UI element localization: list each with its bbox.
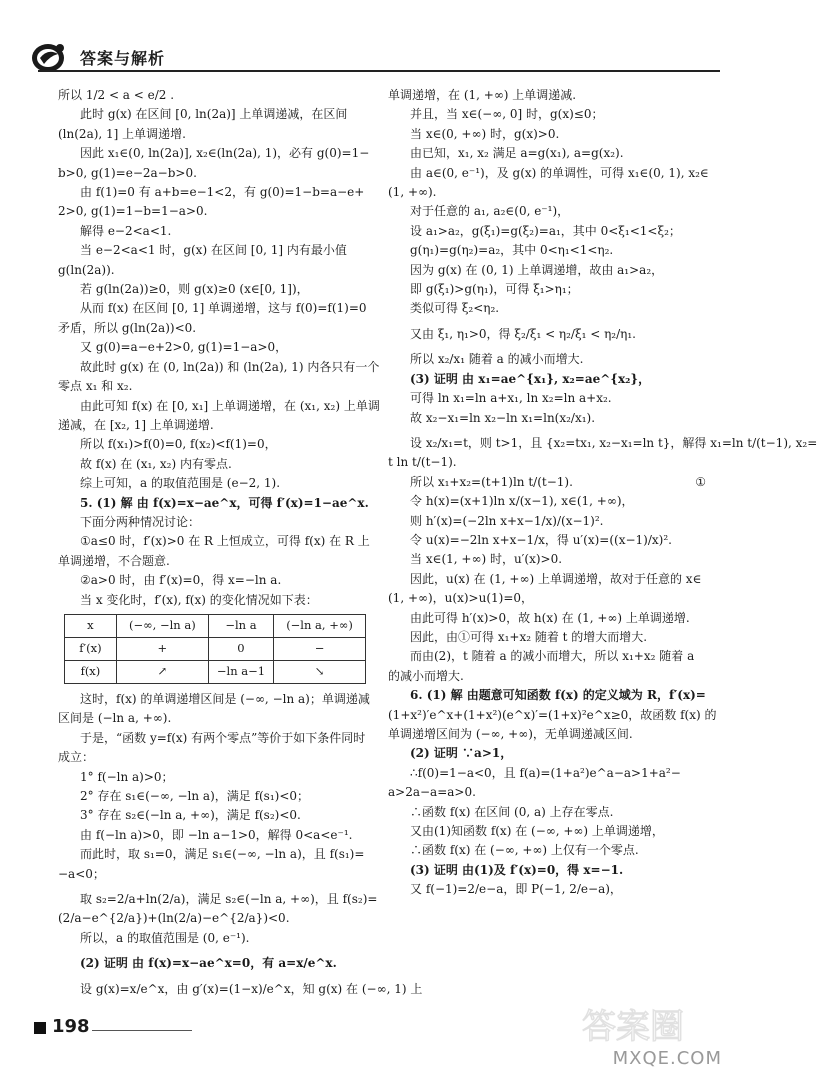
table-cell: +	[116, 637, 208, 660]
table-cell: −	[274, 637, 366, 660]
text-line: 因此，由①可得 x₁+x₂ 随着 t 的增大而增大.	[410, 629, 648, 644]
text-line: ∴函数 f(x) 在区间 (0, a) 上存在零点.	[410, 804, 614, 819]
table-row	[65, 660, 366, 683]
text-line: 当 x∈(0, +∞) 时，g(x)>0.	[410, 126, 560, 141]
text-line: 并且，当 x∈(−∞, 0] 时，g(x)≤0；	[410, 107, 604, 122]
text-line: 因此，u(x) 在 (1, +∞) 上单调递增，故对于任意的 x∈	[410, 571, 702, 586]
text-line: (2) 证明 ∵a>1，	[410, 746, 513, 761]
text-line: (1+x²)′e^x+(1+x²)(e^x)′=(1+x)²e^x≥0，故函数 f(x) 的	[388, 707, 717, 722]
text-line: 所以 1/2 < a < e/2 .	[58, 88, 175, 102]
text-line: (ln(2a), 1] 上单调递增.	[58, 126, 186, 141]
header-divider	[38, 70, 720, 72]
text-line: (2/a−e^{2/a})+(ln(2/a)−e^{2/a})<0.	[58, 911, 290, 926]
text-line: 类似可得 ξ₂<η₂.	[410, 301, 500, 316]
problem-heading: 5. (1) 解 由 f(x)=x−ae^x，可得 f′(x)=1−ae^x.	[80, 495, 369, 510]
text-line: a>2a−a=a>0.	[388, 785, 476, 800]
table-cell: −ln a−1	[208, 660, 273, 683]
text-line: 令 h(x)=(x+1)ln x/(x−1), x∈(1, +∞)，	[410, 494, 634, 509]
text-line: 对于任意的 a₁, a₂∈(0, e⁻¹)，	[410, 204, 570, 219]
text-line: 由已知，x₁, x₂ 满足 a=g(x₁), a=g(x₂).	[410, 146, 624, 161]
text-line: g(η₁)=g(η₂)=a₂，其中 0<η₁<1<η₂.	[410, 243, 614, 258]
watermark-chars: 答案圈	[582, 1007, 684, 1047]
text-line: 故 x₂−x₁=ln x₂−ln x₁=ln(x₂/x₁).	[410, 410, 596, 425]
text-line: 当 x∈(1, +∞) 时，u′(x)>0.	[410, 552, 563, 567]
text-line: 设 a₁>a₂，g(ξ₁)=g(ξ₂)=a₁，其中 0<ξ₁<1<ξ₂；	[410, 223, 681, 238]
text-line: 1° f(−ln a)>0；	[80, 769, 174, 784]
section-title: 答案与解析	[80, 49, 166, 68]
text-line	[388, 473, 706, 492]
text-line: 又由 ξ₁, η₁>0，得 ξ₂/ξ₁ < η₂/ξ₁ < η₂/η₁.	[410, 326, 636, 341]
text-line: 则 h′(x)=(−2ln x+x−1/x)/(x−1)².	[410, 513, 604, 528]
text-line: 所以 f(x₁)>f(0)=0, f(x₂)<f(1)=0，	[80, 437, 277, 452]
text-line: 设 g(x)=x/e^x，由 g′(x)=(1−x)/e^x，知 g(x) 在 (−∞, 1) 上	[80, 981, 423, 996]
text-line: (1, +∞)，u(x)>u(1)=0，	[388, 591, 534, 606]
text-line: ∴f(0)=1−a<0，且 f(a)=(1+a²)e^a−a>1+a²−	[410, 765, 681, 780]
text-line: 而此时，取 s₁=0，满足 s₁∈(−∞, −ln a)，且 f(s₁)=	[80, 847, 365, 862]
text-line: 因此 x₁∈(0, ln(2a)], x₂∈(ln(2a), 1)，必有 g(0)=1−	[80, 146, 370, 161]
page-marker-icon	[34, 1022, 46, 1034]
text-line: 矛盾，所以 g(ln(2a))<0.	[58, 320, 197, 335]
text-line: 取 s₂=2/a+ln(2/a)，满足 s₂∈(−ln a, +∞)，且 f(s₂)=	[80, 892, 378, 907]
text-line: 而由(2)，t 随着 a 的减小而增大，所以 x₁+x₂ 随着 a	[410, 649, 695, 664]
text-line: 下面分两种情况讨论：	[80, 514, 201, 529]
text-line: 故此时 g(x) 在 (0, ln(2a)) 和 (ln(2a), 1) 内各只有一个	[80, 359, 380, 374]
table-cell: x	[65, 614, 117, 637]
watermark-url: MXQE.COM	[612, 1048, 722, 1069]
table-cell: f′(x)	[65, 637, 117, 660]
text-line: 单调递增区间为 (−∞, +∞)，无单调递减区间.	[388, 727, 633, 741]
text-line: ②a>0 时，由 f′(x)=0，得 x=−ln a.	[80, 573, 282, 588]
page-number: 198	[52, 1016, 90, 1037]
page-header	[0, 0, 750, 72]
text-line: 由 a∈(0, e⁻¹)，及 g(x) 的单调性，可得 x₁∈(0, 1), x₂∈	[410, 165, 709, 180]
equation-marker: ①	[695, 474, 706, 489]
right-column	[388, 86, 817, 900]
text-line: (1, +∞).	[388, 185, 437, 200]
text-line: 此时 g(x) 在区间 [0, ln(2a)] 上单调递减，在区间	[80, 107, 348, 122]
text-line: 设 x₂/x₁=t，则 t>1，且 {x₂=tx₁, x₂−x₁=ln t}，解得 x₁=ln t/(t−1), x₂=	[410, 435, 817, 450]
text-line: 又 f(−1)=2/e−a，即 P(−1, 2/e−a)，	[410, 882, 622, 897]
problem-heading: 6. (1) 解 由题意可知函数 f(x) 的定义域为 R，f′(x)=	[410, 688, 706, 703]
text-line: (3) 证明 由(1)及 f′(x)=0，得 x=−1.	[410, 862, 624, 877]
text-line: (2) 证明 由 f(x)=x−ae^x=0，有 a=x/e^x.	[80, 956, 337, 971]
text-line: 于是，“函数 y=f(x) 有两个零点”等价于如下条件同时	[80, 730, 366, 745]
table-cell: (−ln a, +∞)	[274, 614, 366, 637]
variation-table	[64, 614, 366, 684]
text-line: 3° 存在 s₂∈(−ln a, +∞)，满足 f(s₂)<0.	[80, 808, 301, 823]
text-line: 令 u(x)=−2ln x+x−1/x，得 u′(x)=((x−1)/x)².	[410, 532, 672, 547]
text-line: 单调递增，在 (1, +∞) 上单调递减.	[388, 88, 577, 102]
text-line: 2>0, g(1)=1−b=1−a>0.	[58, 204, 208, 219]
text-line: 所以 x₂/x₁ 随着 a 的减小而增大.	[410, 352, 584, 367]
text-line: 即 g(ξ₁)>g(η₁)，可得 ξ₁>η₁；	[410, 282, 579, 297]
table-cell: (−∞, −ln a)	[116, 614, 208, 637]
footer-divider	[92, 1030, 192, 1031]
text-line: 由此可得 h′(x)>0，故 h(x) 在 (1, +∞) 上单调递增.	[410, 610, 690, 625]
table-cell: 0	[208, 637, 273, 660]
table-cell: −ln a	[208, 614, 273, 637]
table-cell: ↗	[116, 660, 208, 683]
text-line: 可得 ln x₁=ln a+x₁, ln x₂=ln a+x₂.	[410, 391, 612, 406]
text-line: 零点 x₁ 和 x₂.	[58, 379, 133, 394]
text-line: 解得 e−2<a<1.	[80, 223, 172, 238]
text-line: 2° 存在 s₁∈(−∞, −ln a)，满足 f(s₁)<0；	[80, 789, 310, 803]
text-line: 又由(1)知函数 f(x) 在 (−∞, +∞) 上单调递增，	[410, 824, 664, 839]
text-line: 又 g(0)=a−e+2>0, g(1)=1−a>0，	[80, 340, 288, 355]
text-line: 成立：	[58, 750, 95, 765]
text-line: 当 e−2<a<1 时，g(x) 在区间 [0, 1] 内有最小值	[80, 243, 347, 258]
text-line: 所以，a 的取值范围是 (0, e⁻¹).	[80, 930, 250, 945]
text-line: 因为 g(x) 在 (0, 1) 上单调递增，故由 a₁>a₂，	[410, 262, 664, 277]
text-line: 递减，在 [x₂, 1] 上单调递增.	[58, 417, 214, 432]
text-line: −a<0；	[58, 866, 105, 881]
text-line: 的减小而增大.	[388, 668, 464, 683]
text-line: 若 g(ln(2a))≥0，则 g(x)≥0 (x∈[0, 1])，	[80, 282, 309, 297]
text-line: 由此可知 f(x) 在 [0, x₁] 上单调递增，在 (x₁, x₂) 上单调	[80, 398, 380, 413]
book-logo-icon	[30, 40, 70, 74]
table-cell: f(x)	[65, 660, 117, 683]
text-line: ①a≤0 时，f′(x)>0 在 R 上恒成立，可得 f(x) 在 R 上	[80, 534, 370, 549]
text-line: 由 f(1)=0 有 a+b=e−1<2，有 g(0)=1−b=a−e+	[80, 185, 365, 200]
text-line: g(ln(2a)).	[58, 262, 115, 277]
text-line: 故 f(x) 在 (x₁, x₂) 内有零点.	[80, 456, 232, 471]
text-line: 这时，f(x) 的单调递增区间是 (−∞, −ln a)；单调递减	[80, 691, 370, 706]
text-line: ∴函数 f(x) 在 (−∞, +∞) 上仅有一个零点.	[410, 843, 639, 858]
text-line: 综上可知，a 的取值范围是 (e−2, 1).	[80, 476, 281, 491]
text-line: (3) 证明 由 x₁=ae^{x₁}, x₂=ae^{x₂}，	[410, 371, 651, 386]
table-cell: ↘	[274, 660, 366, 683]
text-line: 由 f(−ln a)>0，即 −ln a−1>0，解得 0<a<e⁻¹.	[80, 827, 353, 842]
text-line: t ln t/(t−1).	[388, 455, 457, 470]
text-line: b>0, g(1)=e−2a−b>0.	[58, 165, 197, 180]
table-row	[65, 637, 366, 660]
table-header-row	[65, 614, 366, 637]
equation-text: 所以 x₁+x₂=(t+1)ln t/(t−1).	[410, 474, 573, 489]
text-line: 从而 f(x) 在区间 [0, 1] 单调递增，这与 f(0)=f(1)=0	[80, 301, 367, 316]
text-line: 区间是 (−ln a, +∞).	[58, 711, 172, 726]
text-line: 当 x 变化时，f′(x), f(x) 的变化情况如下表：	[80, 592, 318, 607]
text-line: 单调递增，不合题意.	[58, 553, 170, 568]
